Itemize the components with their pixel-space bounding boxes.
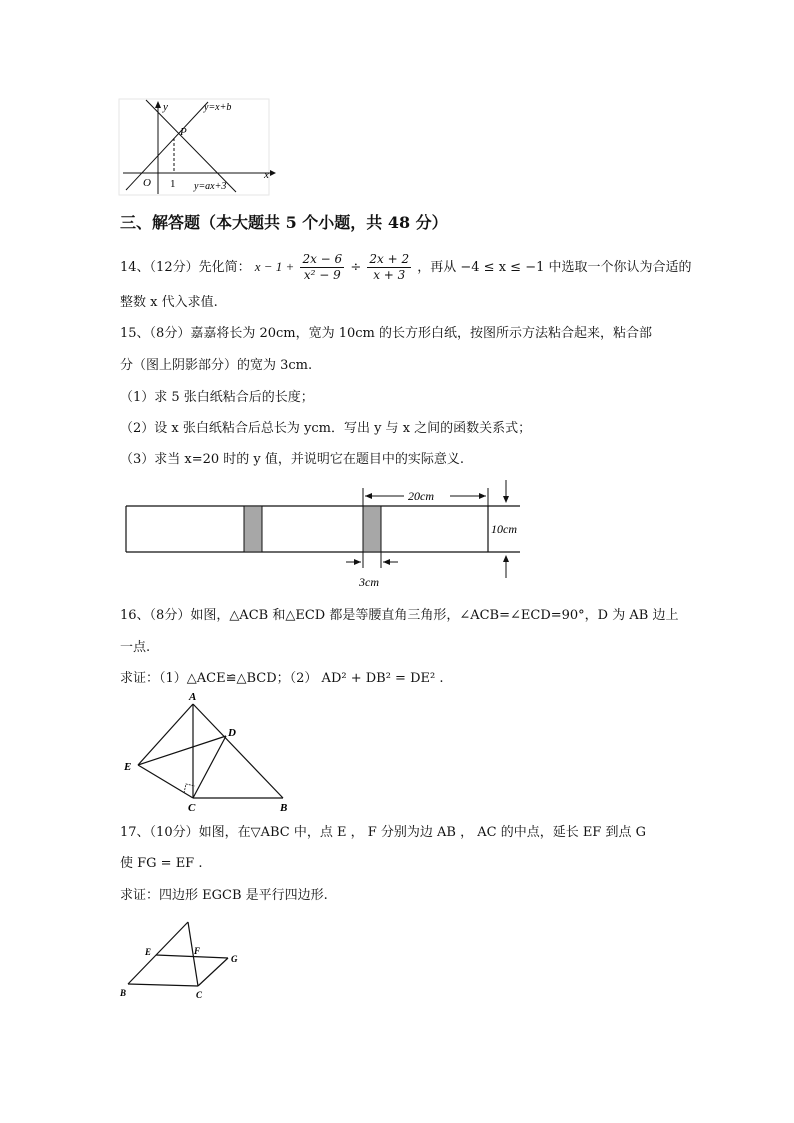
graph-q13 (118, 98, 278, 198)
segment-AB (193, 704, 283, 798)
figure-q17-parallelogram (118, 918, 248, 1004)
q15-line2: 分（图上阴影部分）的宽为 3cm. (120, 358, 313, 373)
x-axis-arrow-icon (270, 170, 276, 176)
segment-BC (128, 984, 198, 986)
segment-AB (128, 922, 188, 984)
q17-line1: 17、（10分）如图，在▽ABC 中，点 E ， F 分别为边 AB ， AC 的中点，延长 EF 到点 G (120, 825, 646, 840)
arrow-left-icon (365, 493, 372, 499)
label-G: G (231, 954, 238, 964)
section-title: 三、解答题（本大题共 5 个小题，共 48 分） (120, 213, 448, 232)
line-y-x-plus-b (126, 102, 208, 190)
arrow-right-icon (479, 493, 486, 499)
q14-lead: x − 1 + (254, 259, 295, 274)
q14-fraction-1 (300, 252, 344, 283)
q16-line2: 一点. (120, 640, 151, 655)
point-p-label: P (180, 126, 187, 138)
figure-q15-paper-strip (118, 478, 528, 590)
label-C: C (196, 990, 203, 1000)
q14-line1 (120, 252, 692, 282)
q16-line1: 16、（8分）如图，△ACB 和△ECD 都是等腰直角三角形，∠ACB=∠ECD=90°，D 为 AB 边上 (120, 608, 679, 623)
q14-frac2-num: 2x + 2 (369, 252, 410, 266)
q14-suffix: ，再从 −4 ≤ x ≤ −1 中选取一个你认为合适的 (417, 260, 692, 275)
label-B: B (120, 988, 127, 998)
overlap-label: 3cm (359, 575, 379, 589)
q17-line2: 使 FG = EF . (120, 856, 203, 871)
q15-sub3: （3）求当 x=20 时的 y 值，并说明它在题目中的实际意义. (120, 452, 465, 467)
q17-prove: 求证：四边形 EGCB 是平行四边形. (120, 888, 328, 903)
x-axis-label: x (264, 169, 269, 181)
q16-prove: 求证：（1）△ACE≌△BCD；（2） AD² + DB² = DE² . (120, 671, 444, 686)
label-C: C (188, 802, 196, 814)
q15-sub2: （2）设 x 张白纸粘合后总长为 ycm．写出 y 与 x 之间的函数关系式； (120, 421, 532, 436)
line-y-ax-plus-3 (146, 100, 236, 192)
tick-label: 1 (170, 178, 176, 190)
width-label: 10cm (491, 522, 517, 536)
arrow-into-overlap-right-icon (354, 559, 361, 565)
y-axis-arrow-icon (155, 101, 161, 108)
label-D: D (228, 727, 236, 739)
overlap-shaded-1 (244, 506, 262, 552)
overlap-shaded-2 (363, 506, 381, 552)
arrow-into-overlap-left-icon (383, 559, 390, 565)
segment-EG (156, 955, 228, 958)
figure-q16-triangles (118, 690, 298, 816)
label-F: F (194, 946, 201, 956)
q15-line1: 15、（8分）嘉嘉将长为 20cm，宽为 10cm 的长方形白纸，按图所示方法粘合起来，粘合部 (120, 326, 653, 341)
label-E: E (145, 947, 152, 957)
q14-frac1-num: 2x − 6 (302, 252, 343, 266)
segment-EC (138, 765, 193, 798)
length-label: 20cm (408, 489, 434, 503)
origin-label: O (143, 177, 151, 189)
q14-fraction-2 (367, 252, 411, 283)
q14-prefix: 14、（12分）先化简： (120, 260, 251, 275)
q14-frac2-den: x + 3 (373, 268, 406, 282)
label-B: B (280, 802, 288, 814)
q14-line2: 整数 x 代入求值. (120, 295, 218, 310)
label-A: A (189, 691, 197, 703)
q15-sub1: （1）求 5 张白纸粘合后的长度； (120, 390, 314, 405)
line1-label: y=x+b (204, 102, 232, 113)
segment-GC (198, 958, 228, 986)
label-E: E (124, 761, 132, 773)
q14-frac1-den: x² − 9 (303, 268, 341, 282)
arrow-down-icon (503, 496, 509, 503)
arrow-up-icon (503, 555, 509, 562)
line2-label: y=ax+3 (194, 181, 227, 192)
y-axis-label: y (163, 101, 168, 113)
q14-div: ÷ (350, 260, 362, 275)
